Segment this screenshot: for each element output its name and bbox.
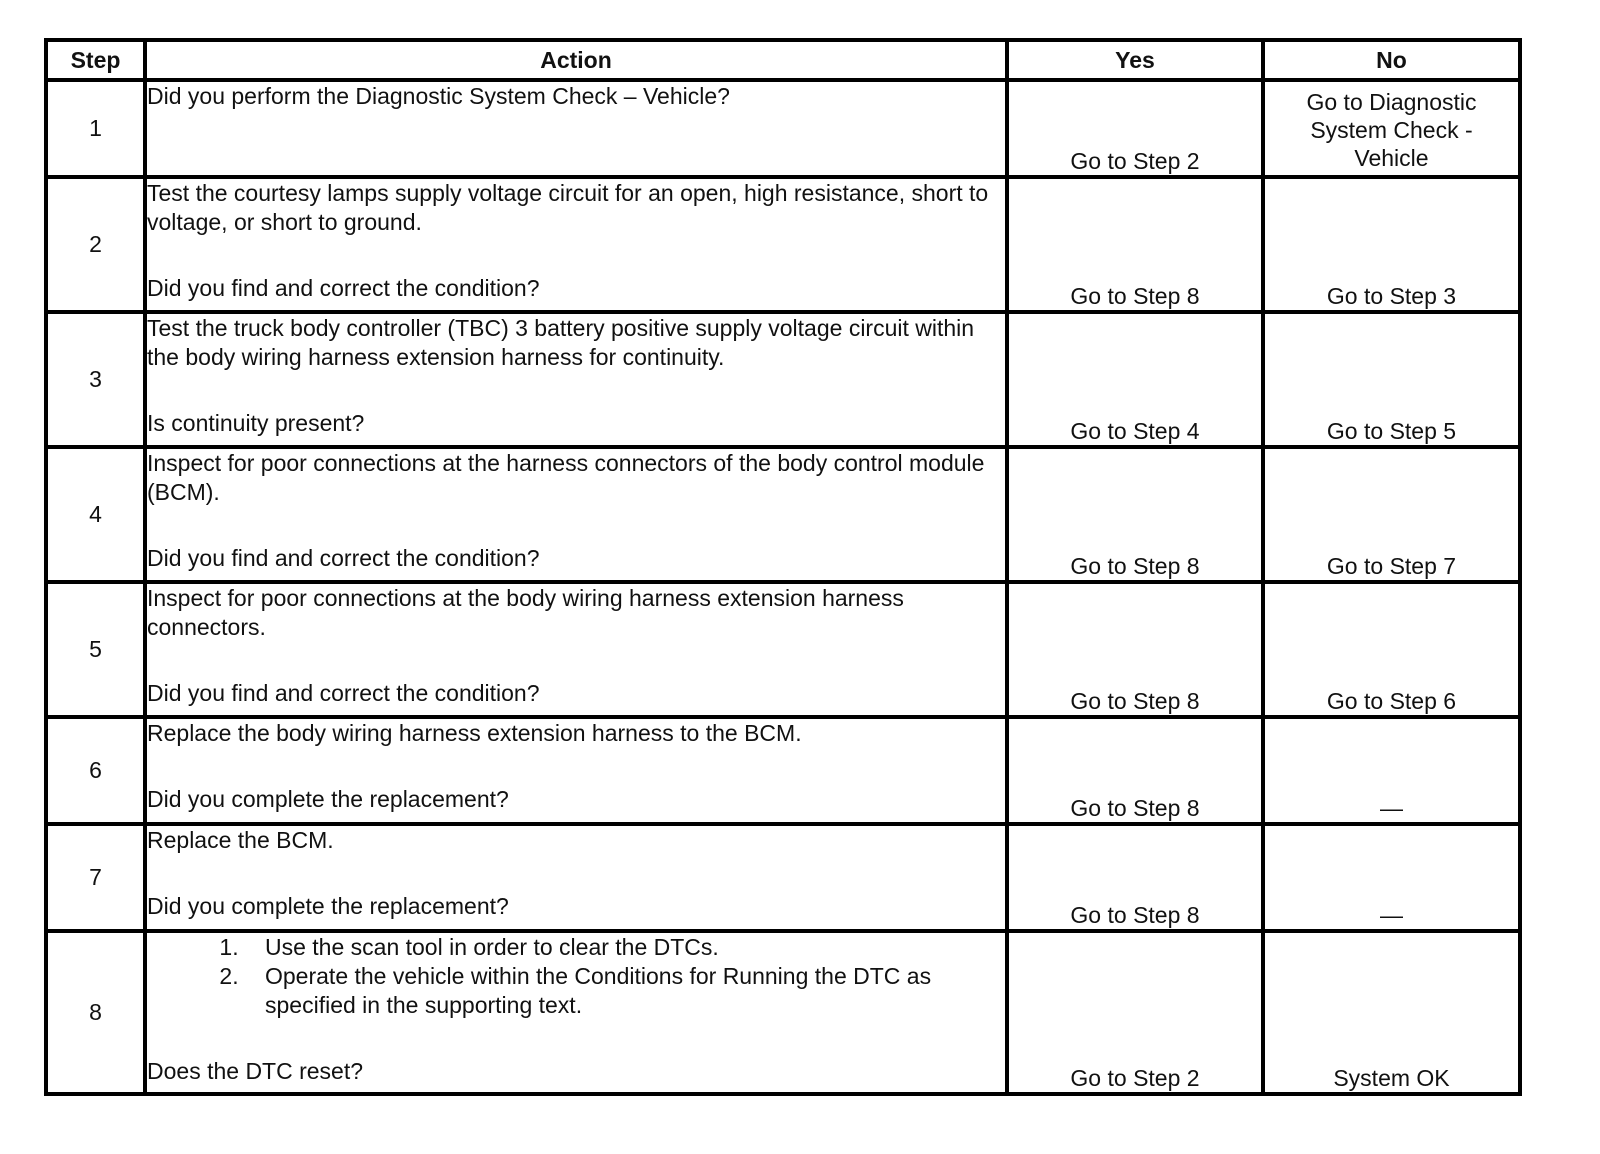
no-cell: — — [1263, 824, 1520, 931]
yes-cell: Go to Step 8 — [1007, 582, 1263, 717]
step-number: 3 — [46, 312, 145, 447]
yes-cell: Go to Step 2 — [1007, 80, 1263, 177]
header-action: Action — [145, 40, 1007, 80]
header-no: No — [1263, 40, 1520, 80]
diagnostic-table — [44, 38, 1522, 1096]
action-cell — [145, 931, 1007, 1094]
action-cell — [145, 717, 1007, 824]
action-question: Did you find and correct the condition? — [147, 680, 540, 706]
no-cell: — — [1263, 717, 1520, 824]
step-number: 7 — [46, 824, 145, 931]
header-row — [46, 40, 1520, 80]
yes-cell: Go to Step 2 — [1007, 931, 1263, 1094]
yes-cell: Go to Step 8 — [1007, 824, 1263, 931]
action-description: Inspect for poor connections at the body wiring harness extension harness connectors. — [147, 585, 904, 640]
no-cell: Go to Step 3 — [1263, 177, 1520, 312]
yes-cell: Go to Step 8 — [1007, 177, 1263, 312]
table-row — [46, 80, 1520, 177]
list-item: 1. Use the scan tool in order to clear the DTCs. — [245, 933, 1005, 962]
action-question: Is continuity present? — [147, 410, 365, 436]
action-cell — [145, 824, 1007, 931]
action-cell — [145, 582, 1007, 717]
action-question: Did you find and correct the condition? — [147, 275, 540, 301]
step-number: 2 — [46, 177, 145, 312]
list-item: 2. Operate the vehicle within the Conditions for Running the DTC as specified in the supporting text. — [245, 962, 1005, 1020]
action-cell — [145, 80, 1007, 177]
action-question: Did you complete the replacement? — [147, 786, 509, 812]
header-step: Step — [46, 40, 145, 80]
action-cell — [145, 312, 1007, 447]
step-number: 4 — [46, 447, 145, 582]
no-cell: System OK — [1263, 931, 1520, 1094]
table-row — [46, 447, 1520, 582]
step-number: 8 — [46, 931, 145, 1094]
table-row — [46, 177, 1520, 312]
action-question: Did you complete the replacement? — [147, 893, 509, 919]
table-row — [46, 824, 1520, 931]
action-description: Replace the body wiring harness extension harness to the BCM. — [147, 720, 802, 746]
no-cell: Go to Step 7 — [1263, 447, 1520, 582]
action-cell — [145, 177, 1007, 312]
step-number: 1 — [46, 80, 145, 177]
yes-cell: Go to Step 8 — [1007, 717, 1263, 824]
no-cell: Go to Step 5 — [1263, 312, 1520, 447]
action-description: Inspect for poor connections at the harness connectors of the body control module (BCM). — [147, 450, 985, 505]
action-cell — [145, 447, 1007, 582]
step-number: 6 — [46, 717, 145, 824]
action-description: Replace the BCM. — [147, 827, 334, 853]
yes-cell: Go to Step 4 — [1007, 312, 1263, 447]
table-row — [46, 717, 1520, 824]
no-cell: Go to Diagnostic System Check - Vehicle — [1263, 80, 1520, 177]
step-number: 5 — [46, 582, 145, 717]
action-description: Test the truck body controller (TBC) 3 battery positive supply voltage circuit within the body wiring harness extension harness for continuity. — [147, 315, 975, 370]
action-question: Does the DTC reset? — [147, 1058, 364, 1084]
table-row — [46, 312, 1520, 447]
action-description: Test the courtesy lamps supply voltage circuit for an open, high resistance, short to voltage, or short to ground. — [147, 180, 989, 235]
yes-cell: Go to Step 8 — [1007, 447, 1263, 582]
table-row — [46, 931, 1520, 1094]
table-row — [46, 582, 1520, 717]
action-question: Did you find and correct the condition? — [147, 545, 540, 571]
action-question: Did you perform the Diagnostic System Check – Vehicle? — [147, 83, 730, 109]
header-yes: Yes — [1007, 40, 1263, 80]
action-steps-list — [147, 933, 1005, 1020]
no-cell: Go to Step 6 — [1263, 582, 1520, 717]
